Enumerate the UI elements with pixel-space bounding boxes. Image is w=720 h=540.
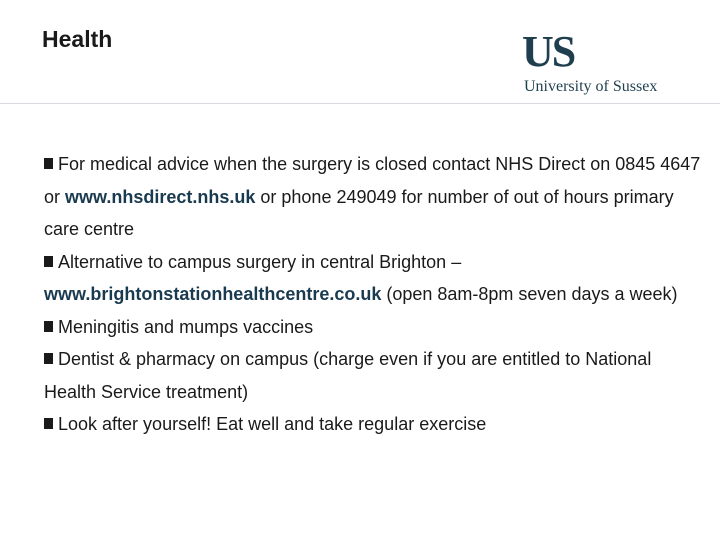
- bullet-item: [44, 148, 704, 246]
- bullet-text: or phone 249049 for number of out of hours primary care centre: [44, 186, 674, 239]
- bullet-item: [44, 311, 704, 344]
- bullet-item: [44, 343, 704, 408]
- nhs-direct-link[interactable]: www.nhsdirect.nhs.uk: [65, 186, 256, 207]
- square-bullet-icon: [44, 353, 53, 364]
- logo-monogram: US: [522, 27, 575, 76]
- header-divider: [0, 103, 720, 104]
- bullet-text: Dentist & pharmacy on campus (charge even if you are entitled to National Health Service treatment): [44, 349, 652, 402]
- square-bullet-icon: [44, 321, 53, 332]
- bullet-text: For medical advice when the surgery is closed contact NHS Direct on 0845 4647 or: [44, 154, 701, 207]
- bullet-item: [44, 408, 704, 441]
- bullet-list: [44, 148, 704, 441]
- square-bullet-icon: [44, 256, 53, 267]
- square-bullet-icon: [44, 418, 53, 429]
- bullet-item: [44, 246, 704, 311]
- brighton-health-centre-link[interactable]: www.brightonstationhealthcentre.co.uk: [44, 284, 382, 304]
- bullet-text: Meningitis and mumps vaccines: [58, 316, 314, 337]
- logo-name: University of Sussex: [524, 78, 658, 95]
- bullet-text: (open 8am-8pm seven days a week): [381, 284, 678, 304]
- university-logo: [522, 27, 682, 100]
- page-title: Health: [42, 26, 113, 52]
- bullet-text: Look after yourself! Eat well and take regular exercise: [58, 414, 487, 434]
- bullet-text: Alternative to campus surgery in central Brighton –: [58, 251, 462, 272]
- square-bullet-icon: [44, 158, 53, 169]
